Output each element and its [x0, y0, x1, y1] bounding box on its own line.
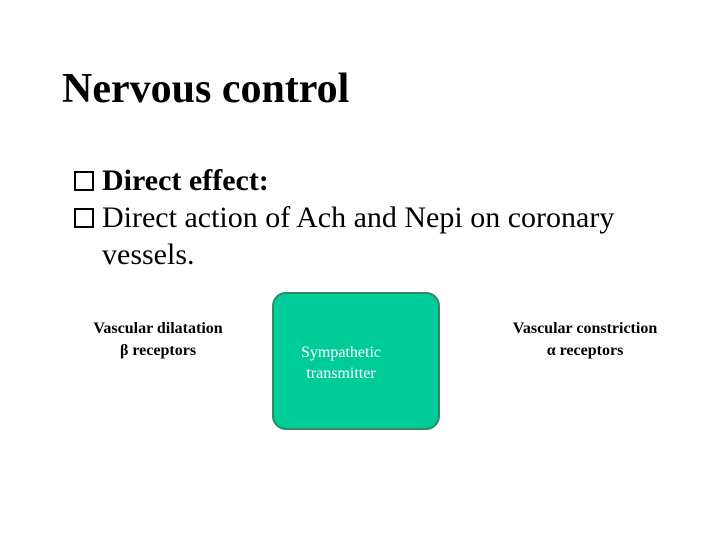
center-label-line1: Sympathetic — [301, 344, 381, 361]
bullet-list — [74, 162, 694, 273]
right-label-line1: Vascular constriction — [512, 320, 658, 337]
right-label-line2: α receptors — [546, 342, 624, 359]
left-label-line2: β receptors — [119, 342, 197, 359]
hollow-square-bullet-icon — [74, 171, 94, 191]
sympathetic-transmitter-box — [272, 292, 440, 430]
slide-title: Nervous control — [62, 66, 350, 112]
hollow-square-bullet-icon — [74, 208, 94, 228]
bullet-text: Direct action of Ach and Nepi on coronary vessels. — [102, 201, 615, 271]
bullet-text: Direct effect: — [102, 164, 269, 197]
bullet-item-direct-effect — [74, 162, 694, 199]
center-box-label — [274, 342, 438, 384]
center-label-line2: transmitter — [306, 365, 376, 382]
bullet-item-direct-action — [74, 199, 694, 273]
vascular-dilatation-label — [58, 318, 258, 362]
vascular-constriction-label — [490, 318, 680, 362]
left-label-line1: Vascular dilatation — [93, 320, 223, 337]
